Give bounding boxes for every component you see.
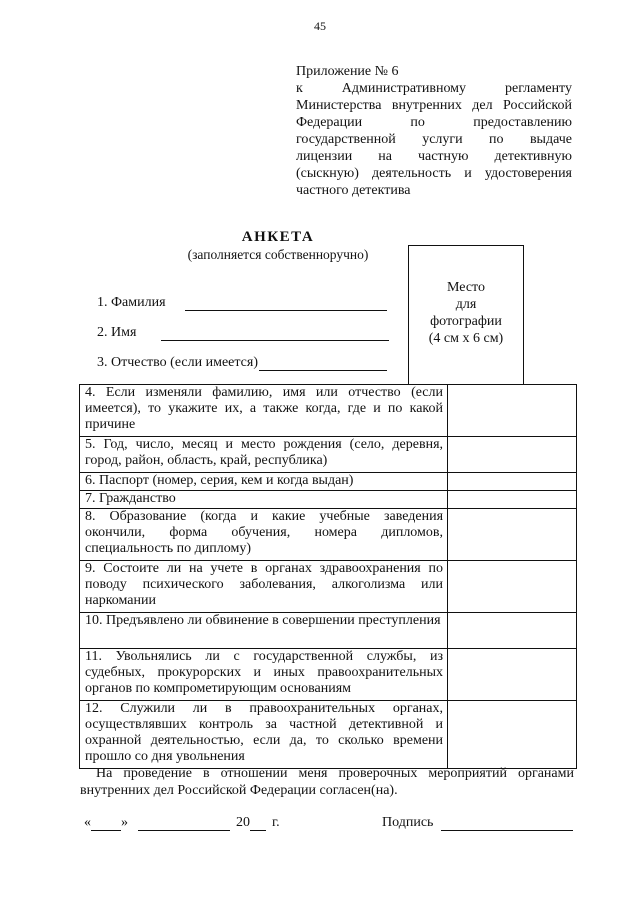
table-row [80, 613, 577, 649]
name-row [97, 323, 389, 341]
form-subtitle: (заполняется собственноручно) [187, 247, 369, 262]
photo-box-line: (4 см х 6 см) [428, 331, 504, 346]
photo-box-line: фотографии [430, 314, 502, 329]
patronymic-row [97, 353, 387, 371]
page-number: 45 [314, 19, 326, 33]
appendix-line: частного детектива [296, 183, 411, 198]
photo-box-line: Место [447, 280, 485, 295]
question-cell: 8. Образование (когда и какие учебные заведения окончили, форма обучения, номера дипломов, специальность по диплому) [80, 509, 448, 561]
answer-cell[interactable] [448, 437, 577, 473]
year-suffix: г. [272, 815, 280, 830]
answer-cell[interactable] [448, 561, 577, 613]
surname-input-line[interactable] [185, 296, 387, 311]
surname-row [97, 293, 387, 311]
question-cell: 4. Если изменяли фамилию, имя или отчество (если имеется), то укажите их, а также когда, где и по какой причине [80, 385, 448, 437]
question-cell: 9. Состоите ли на учете в органах здравоохранения по поводу психического заболевания, алкоголизма или наркомании [80, 561, 448, 613]
signature-label: Подпись [382, 815, 434, 830]
name-label: 2. Имя [97, 325, 137, 340]
date-quote-close: » [121, 815, 128, 830]
answer-cell[interactable] [448, 385, 577, 437]
table-row [80, 701, 577, 769]
consent-statement [80, 765, 574, 799]
table-row [80, 385, 577, 437]
answer-cell[interactable] [448, 613, 577, 649]
patronymic-label: 3. Отчество (если имеется) [97, 355, 258, 370]
answer-cell[interactable] [448, 649, 577, 701]
signature-input-line[interactable] [441, 816, 573, 831]
appendix-line: Федерации по предоставлению [296, 115, 572, 130]
question-cell: 10. Предъявлено ли обвинение в совершении преступления [80, 613, 448, 649]
answer-cell[interactable] [448, 701, 577, 769]
day-input-line[interactable] [91, 816, 121, 831]
table-row [80, 437, 577, 473]
surname-label: 1. Фамилия [97, 295, 166, 310]
table-row [80, 491, 577, 509]
appendix-title: Приложение № 6 [296, 64, 399, 79]
question-cell: 7. Гражданство [80, 491, 448, 509]
name-input-line[interactable] [161, 326, 389, 341]
photo-placeholder [408, 245, 524, 385]
answer-cell[interactable] [448, 491, 577, 509]
consent-line: На проведение в отношении меня проверочных мероприятий органами [96, 766, 574, 781]
appendix-header [296, 63, 572, 199]
appendix-line: государственной услуги по выдаче [296, 132, 572, 147]
table-row [80, 649, 577, 701]
photo-box-line: для [455, 297, 477, 312]
answer-cell[interactable] [448, 473, 577, 491]
year-prefix: 20 [236, 815, 250, 830]
question-cell: 6. Паспорт (номер, серия, кем и когда выдан) [80, 473, 448, 491]
question-cell: 12. Служили ли в правоохранительных органах, осуществлявших контроль за частной детективной и охранной деятельностью, если да, то сколько времени прошло со дня увольнения [80, 701, 448, 769]
appendix-line: Министерства внутренних дел Российской [296, 98, 572, 113]
table-row [80, 561, 577, 613]
consent-line: внутренних дел Российской Федерации согласен(на). [80, 783, 398, 798]
date-quote-open: « [84, 815, 91, 830]
appendix-line: (сыскную) деятельность и удостоверения [296, 166, 572, 181]
appendix-line: к Административному регламенту [296, 81, 572, 96]
signature-row [382, 813, 573, 831]
date-row [84, 813, 280, 831]
form-title: АНКЕТА [241, 229, 315, 245]
table-row [80, 473, 577, 491]
question-cell: 11. Увольнялись ли с государственной службы, из судебных, прокурорских и иных правоохранительных органов по компрометирующим основаниям [80, 649, 448, 701]
patronymic-input-line[interactable] [259, 356, 387, 371]
form-heading [178, 228, 378, 263]
question-cell: 5. Год, число, месяц и место рождения (село, деревня, город, район, область, край, республика) [80, 437, 448, 473]
questionnaire-table [79, 384, 577, 769]
answer-cell[interactable] [448, 509, 577, 561]
year-input-line[interactable] [250, 816, 266, 831]
table-row [80, 509, 577, 561]
month-input-line[interactable] [138, 816, 230, 831]
appendix-line: лицензии на частную детективную [296, 149, 572, 164]
